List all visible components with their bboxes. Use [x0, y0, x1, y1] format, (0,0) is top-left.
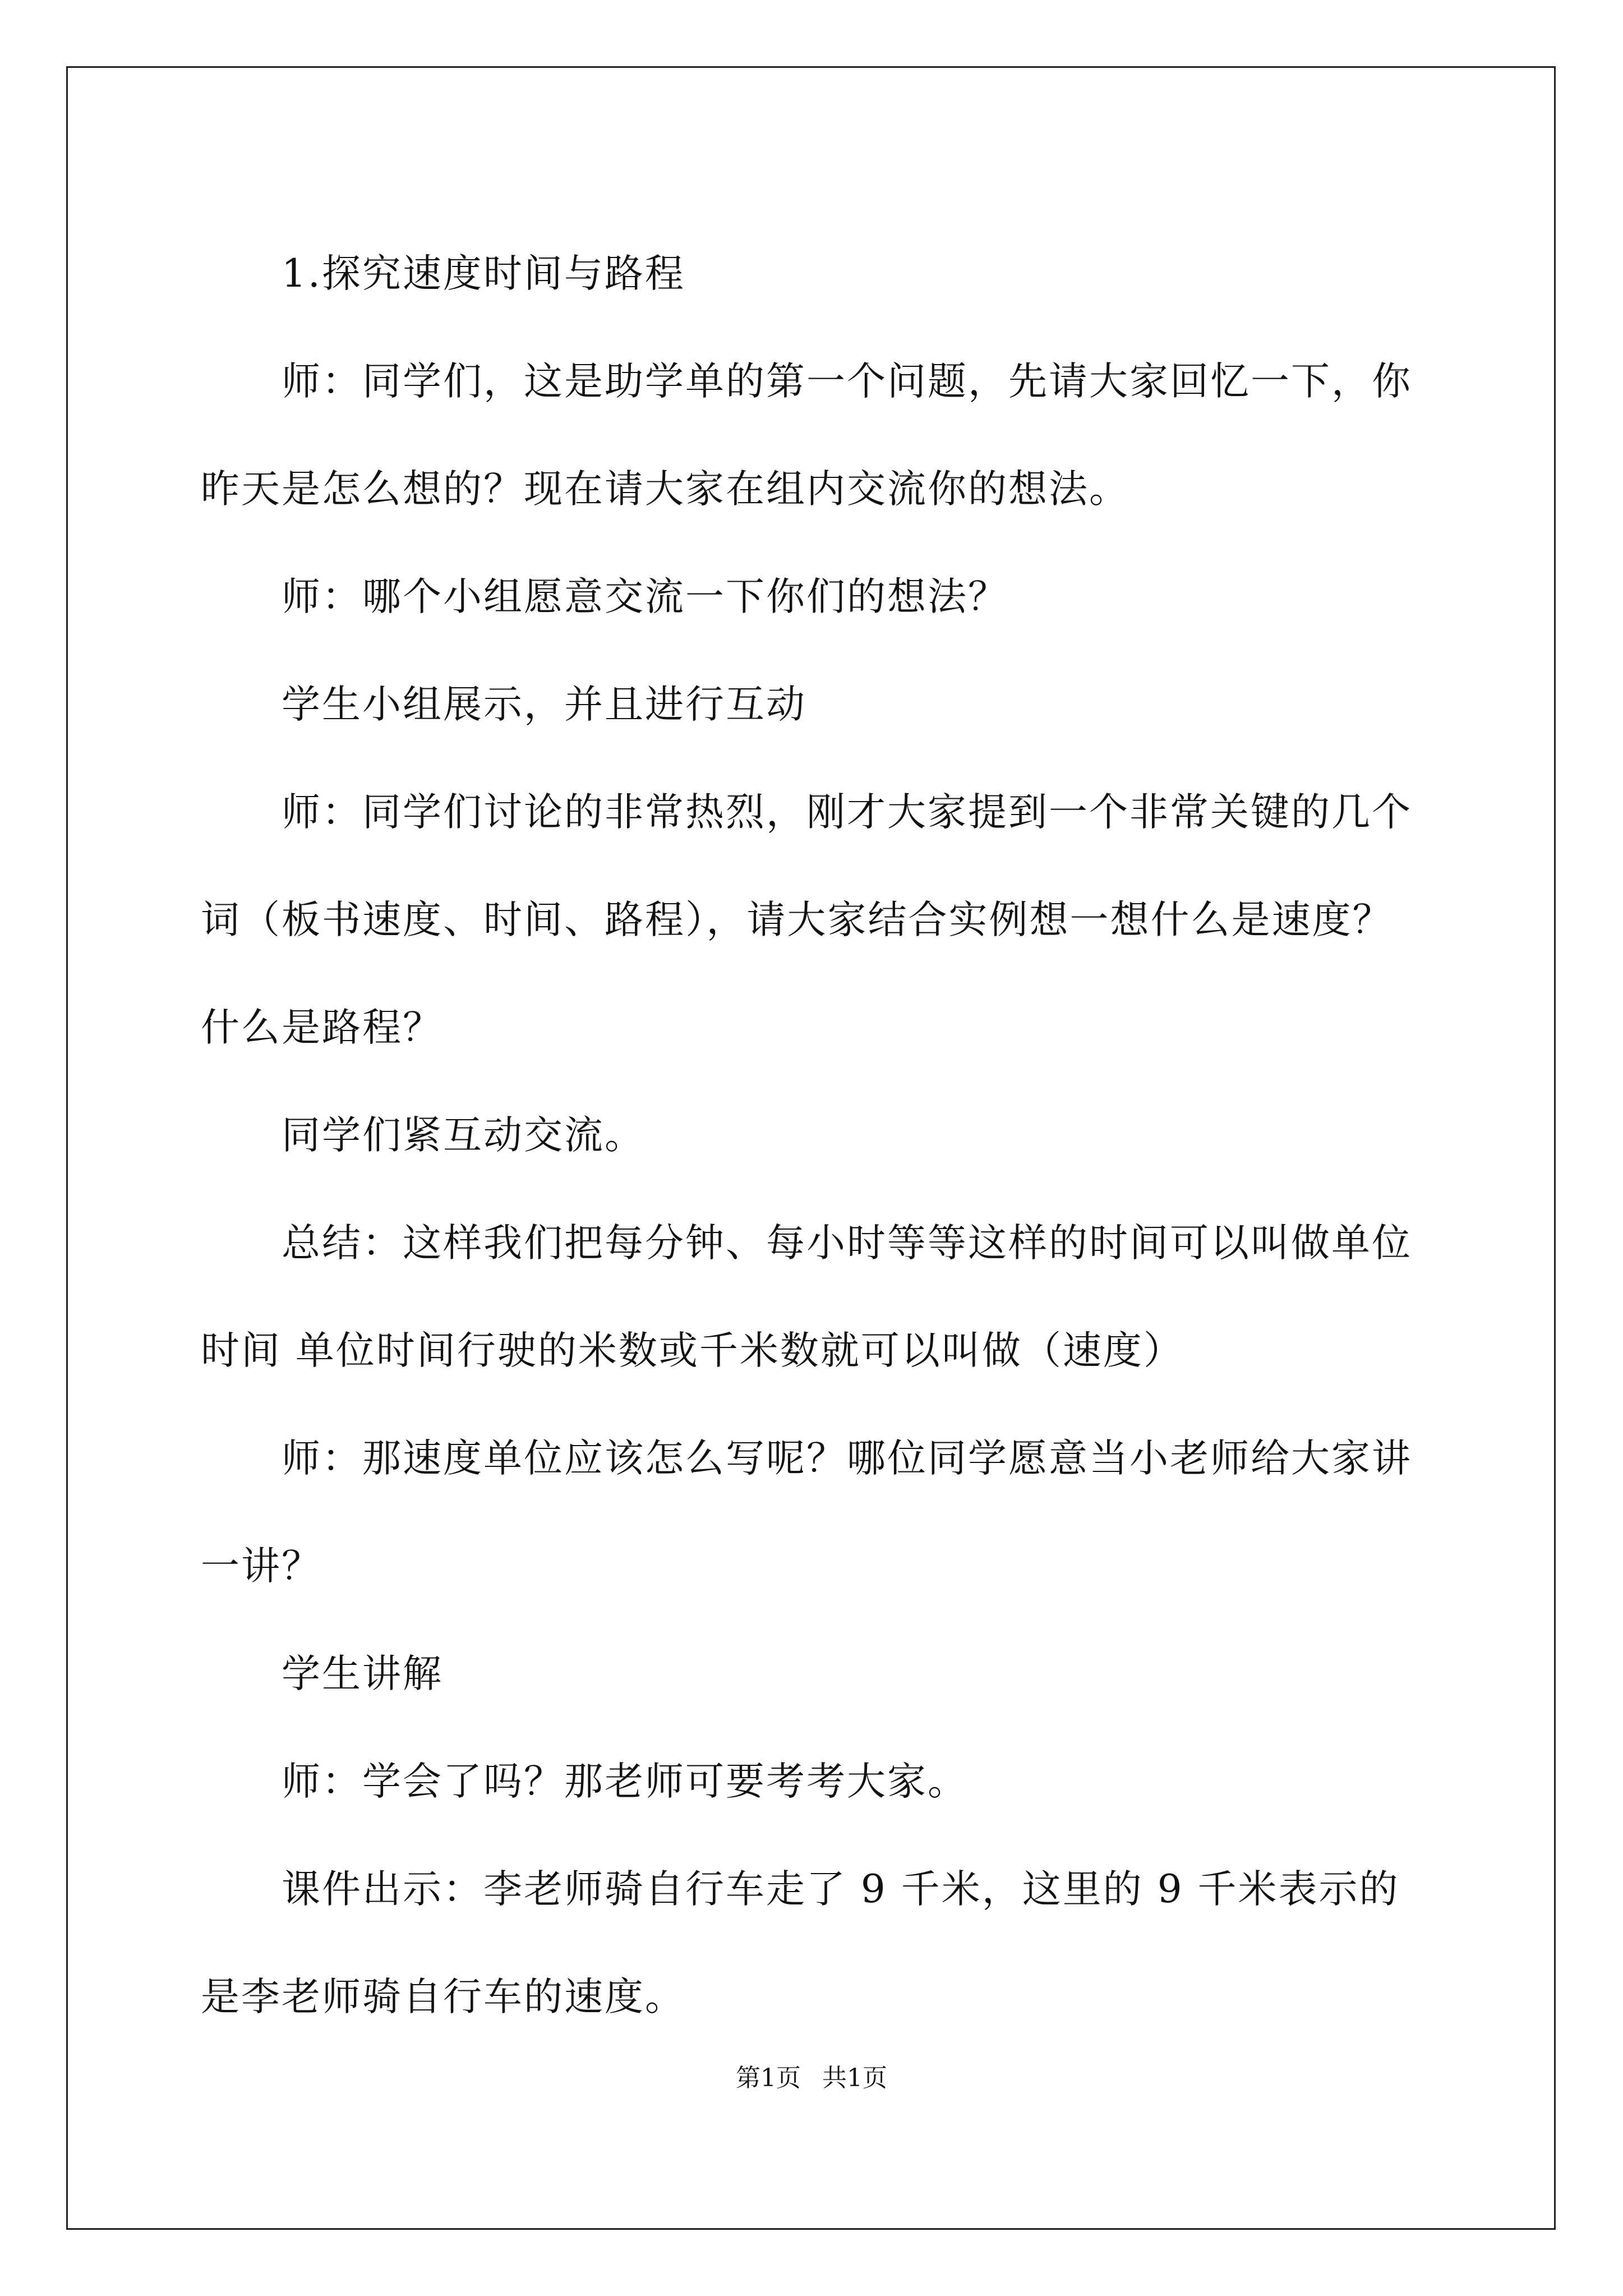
document-body — [201, 220, 1429, 2051]
paragraph: 课件出示：李老师骑自行车走了 9 千米，这里的 9 千米表示的是李老师骑自行车的速度。 — [201, 1867, 1400, 2019]
paragraph: 师：同学们，这是助学单的第一个问题，先请大家回忆一下，你昨天是怎么想的？现在请大家在组内交流你的想法。 — [201, 359, 1412, 512]
paragraph: 师：那速度单位应该怎么写呢？哪位同学愿意当小老师给大家讲一讲？ — [201, 1436, 1412, 1589]
paragraph: 学生小组展示，并且进行互动 — [282, 682, 806, 727]
paragraph: 师：学会了吗？那老师可要考考大家。 — [282, 1759, 968, 1804]
paragraph: 总结：这样我们把每分钟、每小时等等这样的时间可以叫做单位时间 单位时间行驶的米数或千米数就可以叫做（速度） — [201, 1221, 1412, 1373]
page-number: 第1页 — [736, 2064, 801, 2092]
paragraph: 学生讲解 — [282, 1651, 443, 1696]
paragraph: 同学们紧互动交流。 — [282, 1113, 645, 1158]
paragraph: 师：同学们讨论的非常热烈，刚才大家提到一个非常关键的几个词（板书速度、时间、路程），请大家结合实例想一想什么是速度？什么是路程？ — [201, 790, 1412, 1050]
paragraph: 师：哪个小组愿意交流一下你们的想法？ — [282, 574, 1008, 619]
page-total: 共1页 — [822, 2064, 887, 2092]
page-footer — [0, 2058, 1623, 2093]
section-heading: 1.探究速度时间与路程 — [282, 251, 685, 296]
